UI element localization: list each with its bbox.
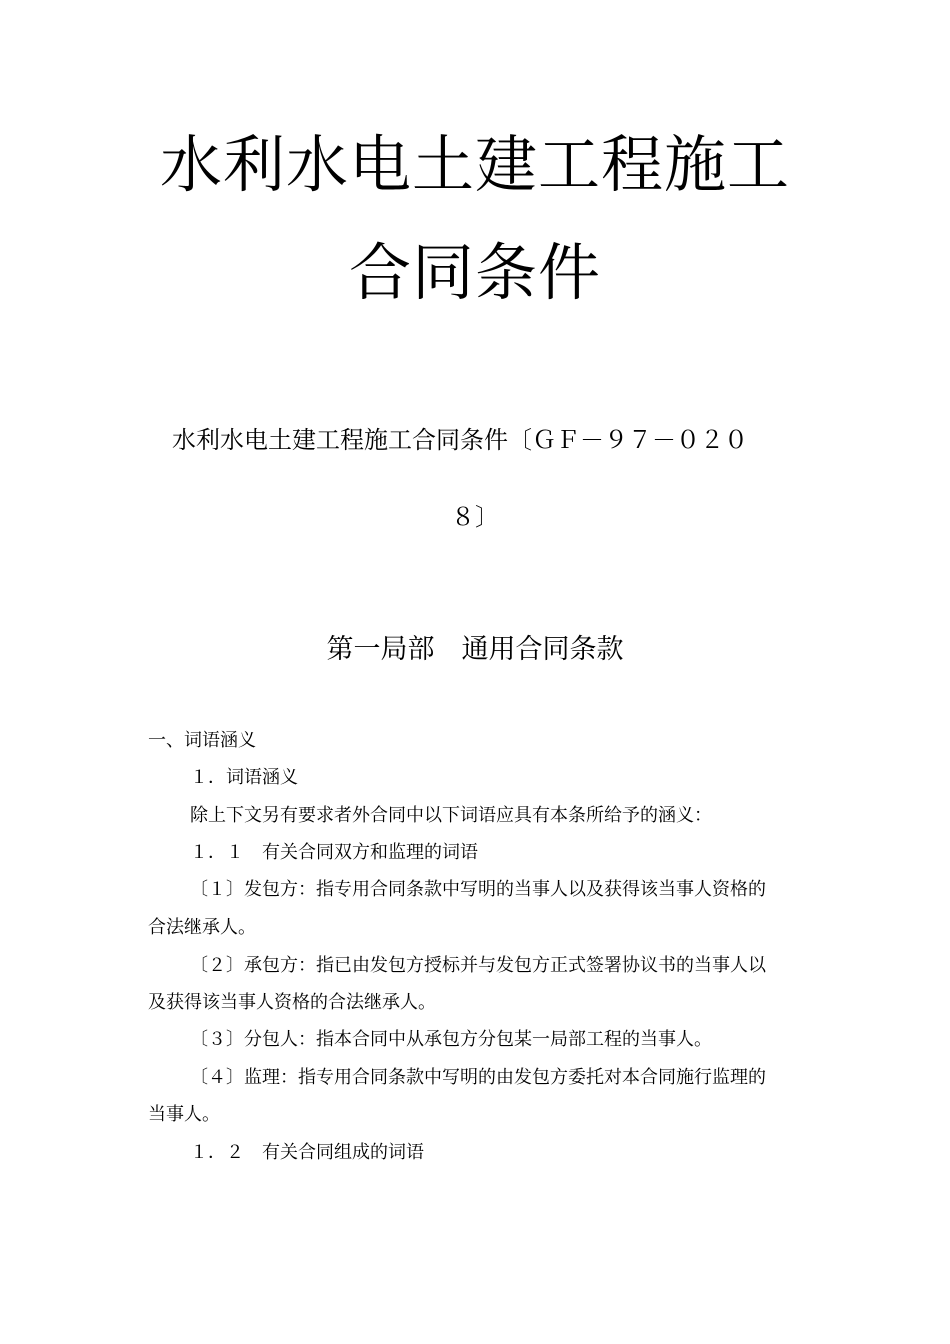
chapter-heading: 一、词语涵义 [148,730,256,751]
paragraph-line: 当事人。 [148,1104,220,1125]
paragraph-line: 合法继承人。 [148,917,256,938]
paragraph-line: 〔１〕发包方：指专用合同条款中写明的当事人以及获得该当事人资格的 [190,879,766,900]
subclause-heading: １．２ 有关合同组成的词语 [190,1142,424,1163]
document-title-line-2: 合同条件 [348,236,601,309]
document-title-line-1: 水利水电土建工程施工 [159,128,790,201]
subclause-heading: １．１ 有关合同双方和监理的词语 [190,842,478,863]
clause-heading: １．词语涵义 [190,767,298,788]
document-subtitle-line-1: 水利水电土建工程施工合同条件〔ＧＦ－９７－０２０ [172,426,748,454]
paragraph-line: 及获得该当事人资格的合法继承人。 [148,992,436,1013]
paragraph-line: 除上下文另有要求者外合同中以下词语应具有本条所给予的涵义： [190,805,712,826]
paragraph-line: 〔３〕分包人：指本合同中从承包方分包某一局部工程的当事人。 [190,1029,712,1050]
document-subtitle-line-2: ８〕 [451,503,499,531]
section-title: 第一局部 通用合同条款 [326,634,624,665]
paragraph-line: 〔２〕承包方：指已由发包方授标并与发包方正式签署协议书的当事人以 [190,955,766,976]
paragraph-line: 〔４〕监理：指专用合同条款中写明的由发包方委托对本合同施行监理的 [190,1067,766,1088]
